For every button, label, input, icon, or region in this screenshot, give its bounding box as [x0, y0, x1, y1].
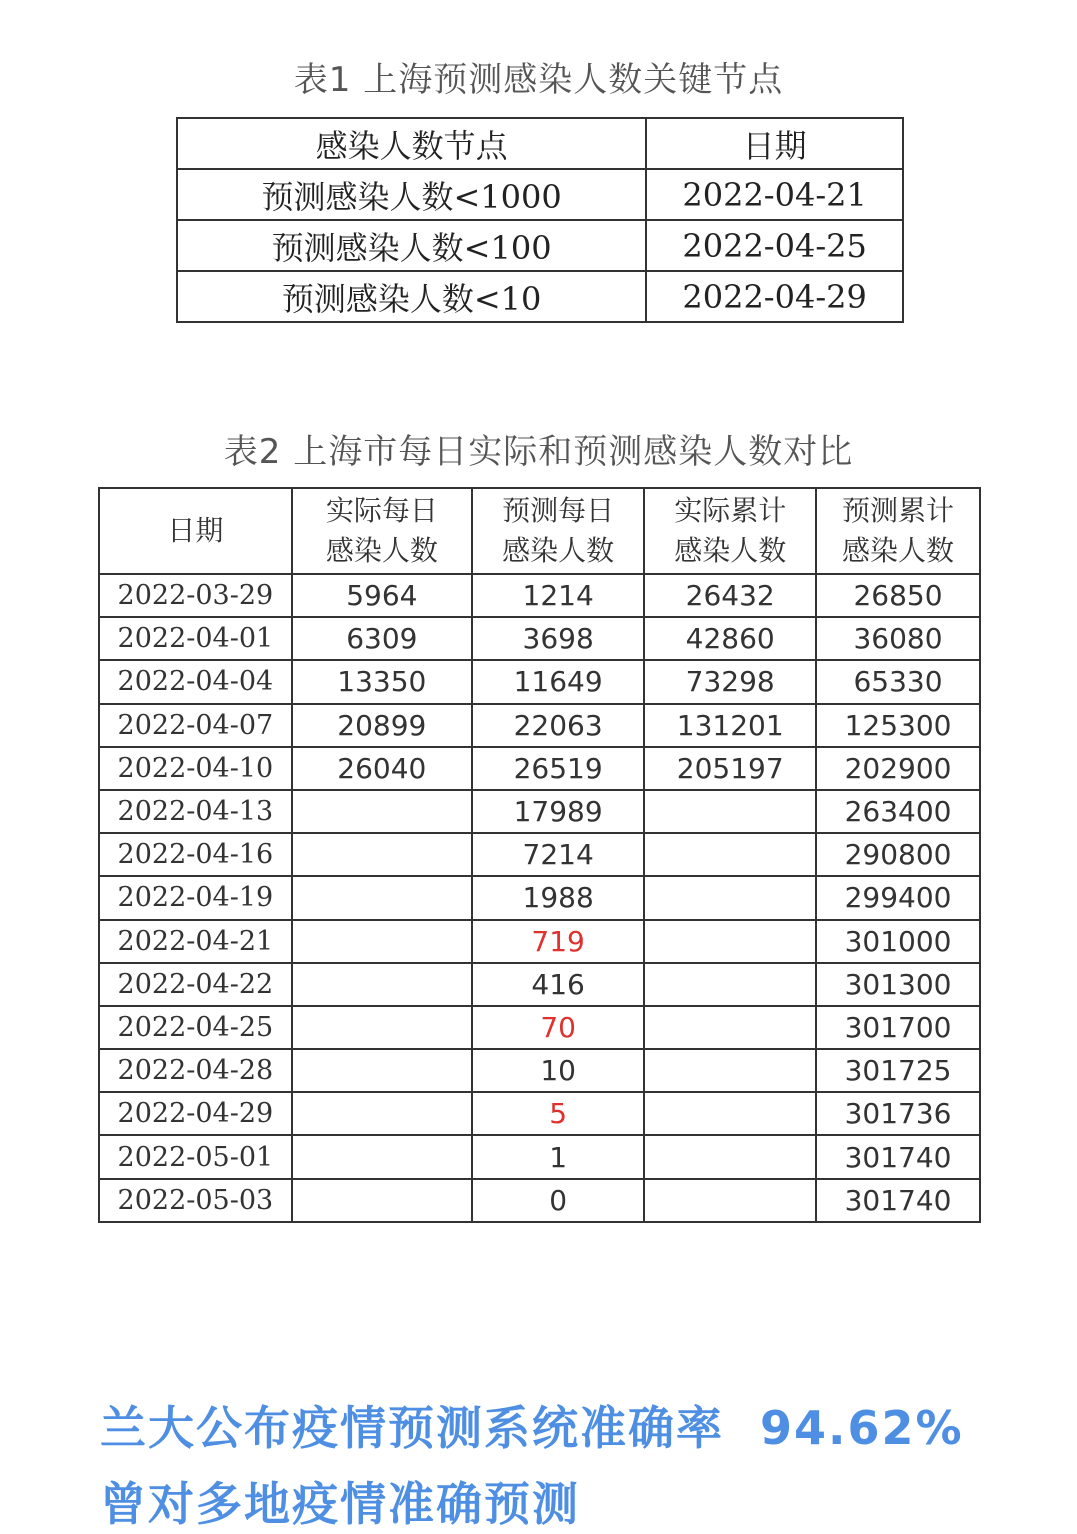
- predicted-cumulative-cell: 65330: [816, 660, 980, 703]
- table-row: [99, 704, 980, 747]
- actual-cumulative-cell: 73298: [644, 660, 816, 703]
- actual-cumulative-cell: 42860: [644, 617, 816, 660]
- actual-cumulative-cell: 131201: [644, 704, 816, 747]
- predicted-cumulative-cell: 301300: [816, 963, 980, 1006]
- table1-caption: 表1 上海预测感染人数关键节点: [293, 60, 784, 100]
- header-actual-daily: 实际每日 感染人数: [292, 488, 472, 574]
- table1-header-row: [177, 118, 903, 169]
- predicted-cumulative-cell: 36080: [816, 617, 980, 660]
- table1-header-date: 日期: [646, 118, 903, 169]
- date-cell: 2022-04-07: [99, 704, 292, 747]
- date-cell: 2022-04-22: [99, 963, 292, 1006]
- table2-header-row: [99, 488, 980, 574]
- table-row: [99, 1092, 980, 1135]
- table-row: [99, 574, 980, 617]
- date-cell: 2022-04-21: [646, 169, 903, 220]
- actual-daily-cell: [292, 1049, 472, 1092]
- predicted-daily-cell: 3698: [472, 617, 644, 660]
- header-predicted-cumulative: 预测累计 感染人数: [816, 488, 980, 574]
- actual-cumulative-cell: [644, 1179, 816, 1222]
- key-milestones-table: [176, 117, 904, 323]
- date-cell: 2022-04-29: [646, 271, 903, 322]
- table1-header-milestone: 感染人数节点: [177, 118, 646, 169]
- predicted-cumulative-cell: 301736: [816, 1092, 980, 1135]
- table-row: [99, 617, 980, 660]
- table-row: [99, 1179, 980, 1222]
- predicted-cumulative-cell: 301725: [816, 1049, 980, 1092]
- actual-daily-cell: 26040: [292, 747, 472, 790]
- predicted-daily-cell: 70: [472, 1006, 644, 1049]
- predicted-daily-cell: 1214: [472, 574, 644, 617]
- table-row: [99, 920, 980, 963]
- predicted-cumulative-cell: 125300: [816, 704, 980, 747]
- table-row: [99, 660, 980, 703]
- date-cell: 2022-04-16: [99, 833, 292, 876]
- actual-cumulative-cell: [644, 790, 816, 833]
- actual-cumulative-cell: [644, 876, 816, 919]
- table-row: [177, 169, 903, 220]
- predicted-daily-cell: 11649: [472, 660, 644, 703]
- date-cell: 2022-04-10: [99, 747, 292, 790]
- predicted-daily-cell: 26519: [472, 747, 644, 790]
- predicted-cumulative-cell: 301000: [816, 920, 980, 963]
- predicted-daily-cell: 416: [472, 963, 644, 1006]
- predicted-daily-cell: 10: [472, 1049, 644, 1092]
- table2-caption: 表2 上海市每日实际和预测感染人数对比: [223, 432, 854, 472]
- table-row: [99, 747, 980, 790]
- predicted-daily-cell: 5: [472, 1092, 644, 1135]
- table-row: [99, 1006, 980, 1049]
- actual-daily-cell: [292, 1092, 472, 1135]
- actual-daily-cell: [292, 1135, 472, 1178]
- date-cell: 2022-03-29: [99, 574, 292, 617]
- predicted-cumulative-cell: 202900: [816, 747, 980, 790]
- predicted-daily-cell: 1: [472, 1135, 644, 1178]
- table-row: [177, 220, 903, 271]
- actual-daily-cell: [292, 876, 472, 919]
- table2-body: [99, 574, 980, 1222]
- date-cell: 2022-04-21: [99, 920, 292, 963]
- predicted-daily-cell: 1988: [472, 876, 644, 919]
- date-cell: 2022-04-25: [646, 220, 903, 271]
- header-predicted-daily: 预测每日 感染人数: [472, 488, 644, 574]
- predicted-daily-cell: 719: [472, 920, 644, 963]
- date-cell: 2022-05-01: [99, 1135, 292, 1178]
- actual-daily-cell: 5964: [292, 574, 472, 617]
- date-cell: 2022-04-01: [99, 617, 292, 660]
- actual-cumulative-cell: [644, 833, 816, 876]
- milestone-cell: 预测感染人数<10: [177, 271, 646, 322]
- table-row: [99, 1135, 980, 1178]
- date-cell: 2022-04-13: [99, 790, 292, 833]
- predicted-daily-cell: 17989: [472, 790, 644, 833]
- date-cell: 2022-05-03: [99, 1179, 292, 1222]
- headline-line1: 兰大公布疫情预测系统准确率 94.62%: [100, 1401, 964, 1455]
- predicted-cumulative-cell: 301740: [816, 1179, 980, 1222]
- table-row: [177, 271, 903, 322]
- actual-cumulative-cell: [644, 1006, 816, 1049]
- predicted-daily-cell: 0: [472, 1179, 644, 1222]
- date-cell: 2022-04-04: [99, 660, 292, 703]
- actual-cumulative-cell: [644, 1049, 816, 1092]
- milestone-cell: 预测感染人数<1000: [177, 169, 646, 220]
- actual-daily-cell: 6309: [292, 617, 472, 660]
- table-row: [99, 963, 980, 1006]
- table-row: [99, 790, 980, 833]
- actual-cumulative-cell: 205197: [644, 747, 816, 790]
- predicted-cumulative-cell: 263400: [816, 790, 980, 833]
- actual-daily-cell: 20899: [292, 704, 472, 747]
- table-row: [99, 876, 980, 919]
- table-row: [99, 1049, 980, 1092]
- milestone-cell: 预测感染人数<100: [177, 220, 646, 271]
- predicted-cumulative-cell: 26850: [816, 574, 980, 617]
- predicted-cumulative-cell: 290800: [816, 833, 980, 876]
- predicted-cumulative-cell: 301700: [816, 1006, 980, 1049]
- date-cell: 2022-04-19: [99, 876, 292, 919]
- actual-daily-cell: [292, 920, 472, 963]
- actual-daily-cell: [292, 963, 472, 1006]
- date-cell: 2022-04-28: [99, 1049, 292, 1092]
- actual-cumulative-cell: 26432: [644, 574, 816, 617]
- actual-daily-cell: 13350: [292, 660, 472, 703]
- actual-daily-cell: [292, 833, 472, 876]
- predicted-daily-cell: 22063: [472, 704, 644, 747]
- header-date: 日期: [99, 488, 292, 574]
- predicted-daily-cell: 7214: [472, 833, 644, 876]
- actual-cumulative-cell: [644, 1135, 816, 1178]
- date-cell: 2022-04-25: [99, 1006, 292, 1049]
- actual-daily-cell: [292, 1179, 472, 1222]
- actual-daily-cell: [292, 790, 472, 833]
- actual-daily-cell: [292, 1006, 472, 1049]
- actual-cumulative-cell: [644, 920, 816, 963]
- predicted-cumulative-cell: 299400: [816, 876, 980, 919]
- date-cell: 2022-04-29: [99, 1092, 292, 1135]
- actual-cumulative-cell: [644, 1092, 816, 1135]
- daily-comparison-table: [98, 487, 981, 1223]
- table-row: [99, 833, 980, 876]
- header-actual-cumulative: 实际累计 感染人数: [644, 488, 816, 574]
- headline-line2: 曾对多地疫情准确预测: [100, 1477, 580, 1531]
- predicted-cumulative-cell: 301740: [816, 1135, 980, 1178]
- actual-cumulative-cell: [644, 963, 816, 1006]
